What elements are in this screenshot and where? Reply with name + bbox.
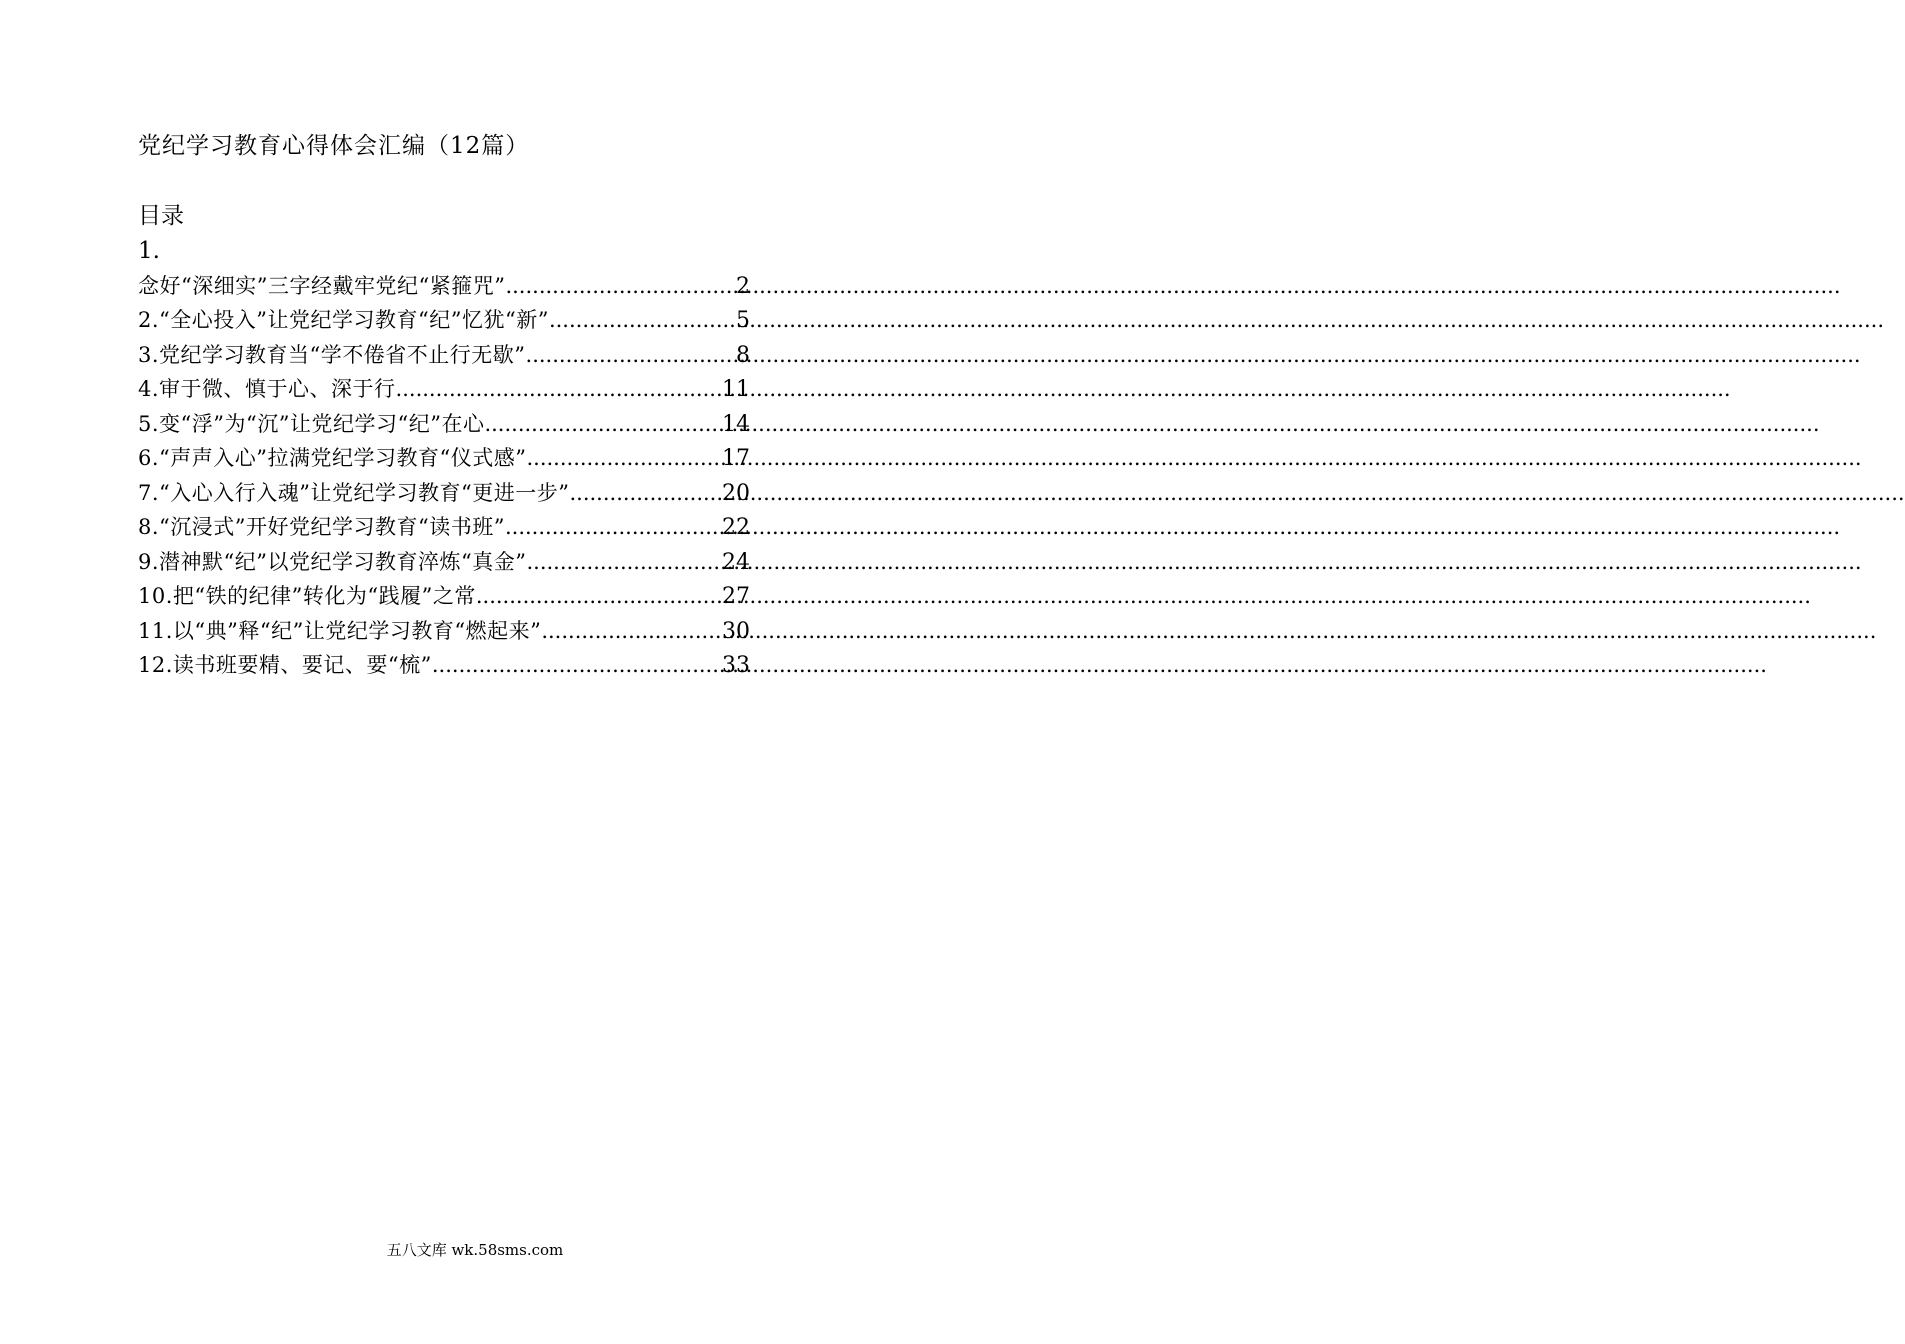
- toc-entry[interactable]: [138, 545, 750, 580]
- toc-leader-dots: [505, 269, 736, 304]
- toc-page-number: 24: [722, 549, 750, 575]
- toc-leader-dots: [484, 407, 722, 442]
- toc-entry-label: 12.读书班要精、要记、要“梳”: [138, 653, 432, 677]
- toc-entry-label: 2.“全心投入”让党纪学习教育“纪”忆犹“新”: [138, 308, 549, 332]
- toc-leader-dots: [541, 614, 722, 649]
- toc-entry-label: 5.变“浮”为“沉”让党纪学习“纪”在心: [138, 411, 485, 436]
- toc-entry[interactable]: [138, 614, 750, 649]
- toc-leader-dots: [569, 476, 722, 511]
- toc-page-number: 20: [722, 480, 750, 506]
- toc-entry[interactable]: [138, 269, 750, 304]
- toc-entry[interactable]: [138, 648, 750, 683]
- table-of-contents: [138, 234, 750, 683]
- toc-page-number: 8: [736, 342, 750, 368]
- toc-entry[interactable]: [138, 579, 750, 614]
- toc-entry[interactable]: [138, 338, 750, 373]
- toc-page-number: 11: [722, 377, 750, 402]
- toc-entry[interactable]: [138, 407, 750, 442]
- toc-orphan-number: 1.: [138, 238, 160, 264]
- toc-page-number: 14: [722, 411, 750, 437]
- toc-leader-dots: [526, 441, 722, 476]
- toc-leader-dots: [505, 510, 722, 545]
- toc-entry-label: 念好“深细实”三字经戴牢党纪“紧箍咒”: [138, 273, 506, 298]
- toc-entry-label: 7.“入心入行入魂”让党纪学习教育“更进一步”: [138, 480, 570, 505]
- toc-page-number: 27: [722, 584, 750, 609]
- toc-leader-dots: [432, 648, 722, 683]
- toc-entry-label: 6.“声声入心”拉满党纪学习教育“仪式感”: [138, 446, 527, 470]
- toc-entry[interactable]: [138, 441, 750, 476]
- toc-entry[interactable]: [138, 303, 750, 338]
- document-page: [0, 0, 950, 1344]
- toc-entry[interactable]: [138, 476, 750, 511]
- toc-page-number: 2: [736, 273, 750, 299]
- toc-entry-label: 10.把“铁的纪律”转化为“践履”之常: [138, 584, 476, 608]
- toc-heading: 目录: [138, 203, 184, 229]
- toc-page-number: 5: [736, 308, 750, 333]
- toc-leader-dots: [476, 579, 722, 614]
- toc-page-number: 17: [722, 446, 750, 471]
- toc-entry-label: 8.“沉浸式”开好党纪学习教育“读书班”: [138, 515, 505, 539]
- toc-leader-dots: [526, 545, 722, 580]
- document-title: 党纪学习教育心得体会汇编（12篇）: [138, 133, 530, 159]
- toc-leader-dots: [549, 303, 736, 338]
- toc-entry-label: 11.以“典”释“纪”让党纪学习教育“燃起来”: [138, 618, 542, 643]
- toc-page-number: 30: [722, 618, 750, 644]
- toc-page-number: 33: [722, 653, 750, 678]
- toc-entry-label: 3.党纪学习教育当“学不倦省不止行无歇”: [138, 342, 526, 367]
- toc-entry-label: 9.潜神默“纪”以党纪学习教育淬炼“真金”: [138, 549, 527, 574]
- toc-entry-label: 4.审于微、慎于心、深于行: [138, 377, 396, 401]
- toc-entry[interactable]: [138, 372, 750, 407]
- toc-leader-dots: [396, 372, 722, 407]
- toc-page-number: 22: [722, 515, 750, 540]
- footer-watermark: 五八文库 wk.58sms.com: [386, 1241, 564, 1259]
- toc-leader-dots: [526, 338, 736, 373]
- toc-entry[interactable]: [138, 510, 750, 545]
